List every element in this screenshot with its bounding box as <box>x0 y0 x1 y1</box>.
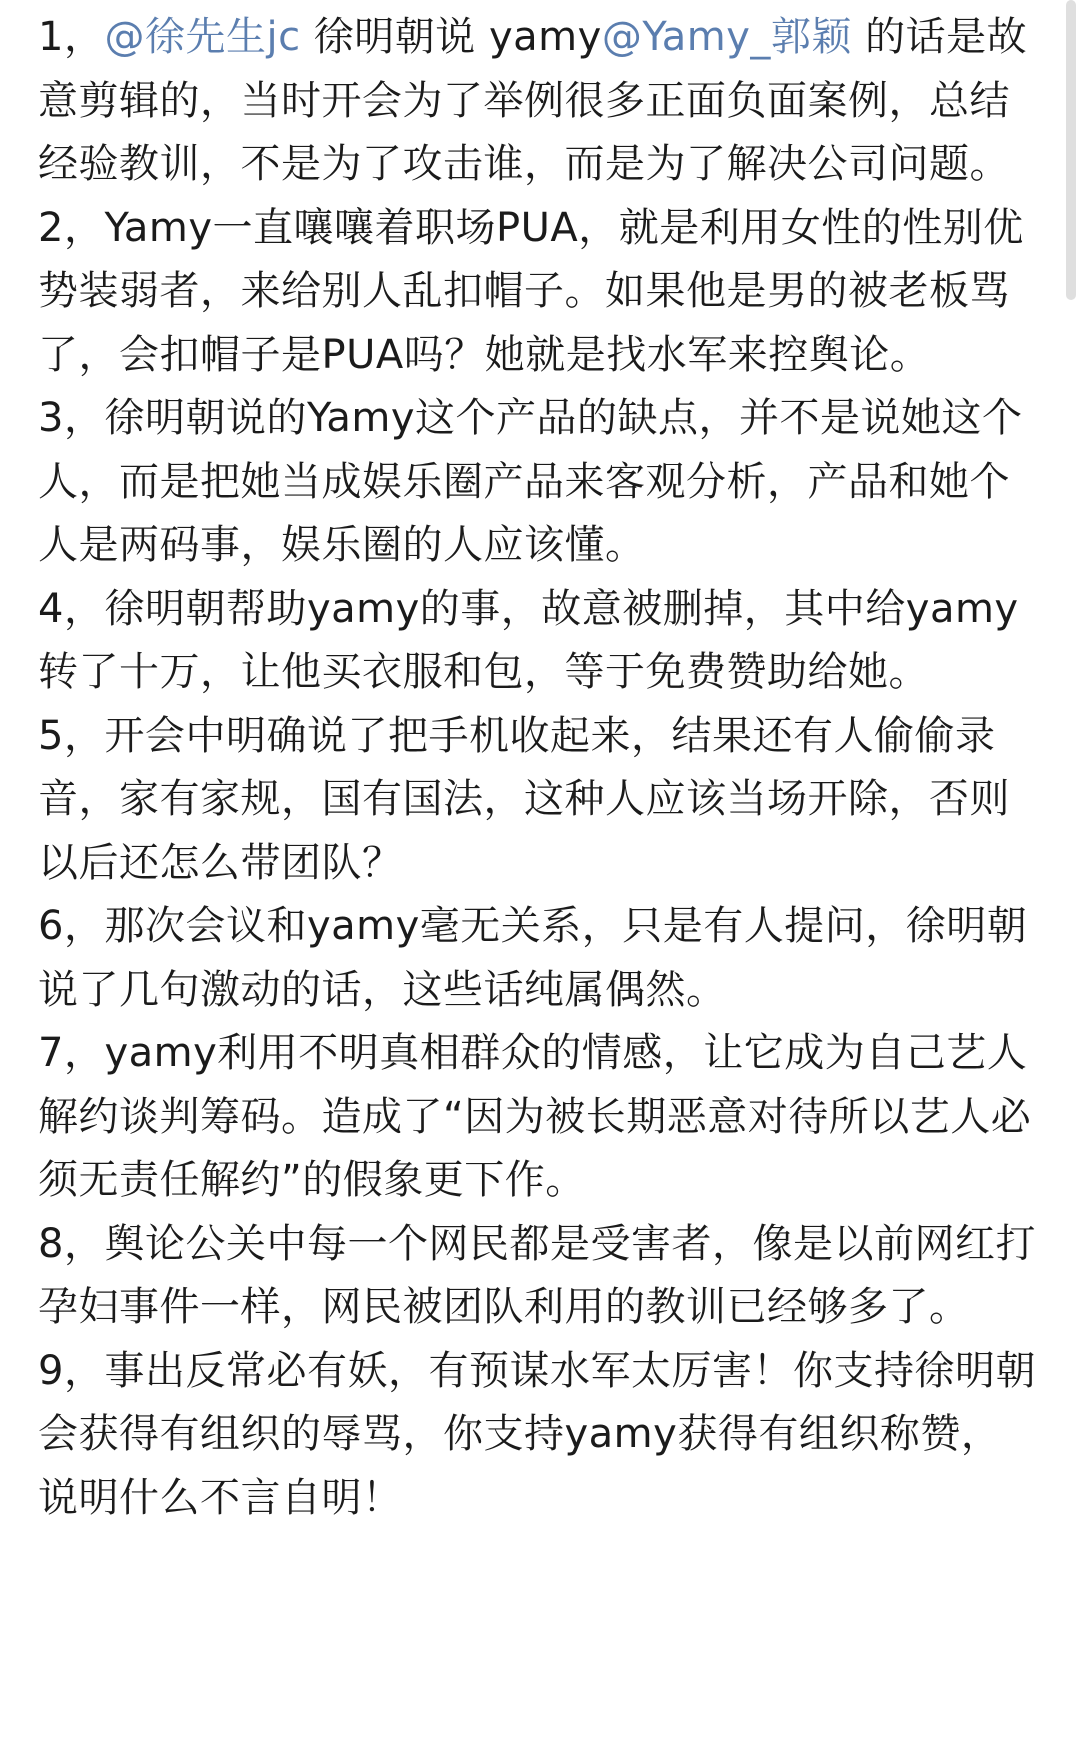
post-body <box>38 6 1038 1530</box>
post-item-4: 4，徐明朝帮助yamy的事，故意被删掉，其中给yamy转了十万，让他买衣服和包，等于免费赞助给她。 <box>38 585 1019 695</box>
post-text: 徐明朝说 yamy <box>300 14 602 60</box>
post-item-2: 2，Yamy一直嚷嚷着职场PUA，就是利用女性的性别优势装弱者，来给别人乱扣帽子。如果他是男的被老板骂了，会扣帽子是PUA吗？她就是找水军来控舆论。 <box>38 204 1024 378</box>
scrollbar[interactable] <box>1066 0 1076 300</box>
post-item-5: 5，开会中明确说了把手机收起来，结果还有人偷偷录音，家有家规，国有国法，这种人应该当场开除，否则以后还怎么带团队？ <box>38 712 1010 886</box>
post-item-8: 8，舆论公关中每一个网民都是受害者，像是以前网红打孕妇事件一样，网民被团队利用的教训已经够多了。 <box>38 1220 1036 1330</box>
post-item-1 <box>38 6 1038 197</box>
mention-link-yamy[interactable]: @Yamy_郭颖 <box>601 14 852 60</box>
post-item-7: 7，yamy利用不明真相群众的情感，让它成为自己艺人解约谈判筹码。造成了“因为被长期恶意对待所以艺人必须无责任解约”的假象更下作。 <box>38 1030 1032 1203</box>
post-text: 的话是故意剪辑的，当时开会为了举例很多正面负面案例，总结经验教训，不是为了攻击谁，而是为了解决公司问题。 <box>38 14 1028 187</box>
post-item-9: 9，事出反常必有妖，有预谋水军太厉害！你支持徐明朝会获得有组织的辱骂，你支持yamy获得有组织称赞，说明什么不言自明！ <box>38 1347 1036 1521</box>
post-item-6: 6，那次会议和yamy毫无关系，只是有人提问，徐明朝说了几句激动的话，这些话纯属偶然。 <box>38 903 1028 1013</box>
post-item-3: 3，徐明朝说的Yamy这个产品的缺点，并不是说她这个人，而是把她当成娱乐圈产品来客观分析，产品和她个人是两码事，娱乐圈的人应该懂。 <box>38 395 1023 568</box>
item-number: 1， <box>38 14 105 60</box>
mention-link-xu[interactable]: @徐先生jc <box>104 14 301 60</box>
